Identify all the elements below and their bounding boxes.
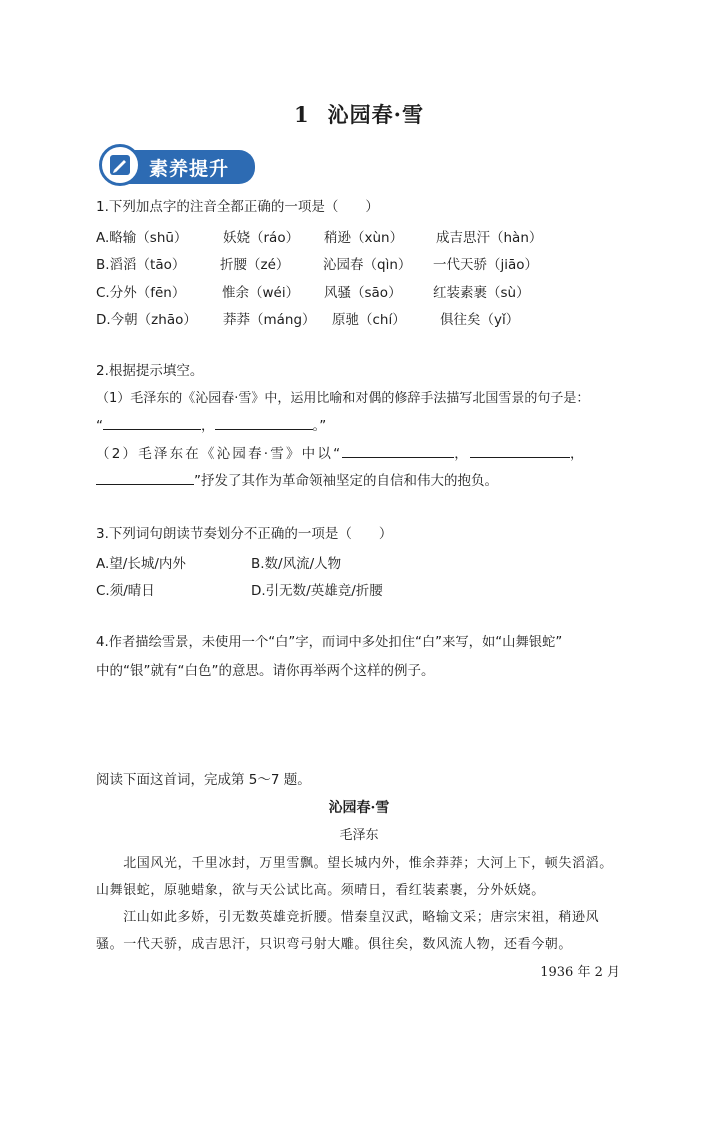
poem-date: 1936 年 2 月 — [540, 965, 620, 980]
lesson-title-text: 沁园春·雪 — [327, 102, 424, 127]
q1-option-b-word3: 沁园春（qìn） — [323, 257, 412, 273]
poem-line-4: 骚。一代天骄，成吉思汗，只识弯弓射大雕。俱往矣，数风流人物，还看今朝。 — [96, 937, 573, 952]
question-2-part2 — [96, 443, 586, 464]
q1-option-c-word4: 红装素裹（sù） — [433, 285, 530, 301]
q2-blank-5[interactable] — [96, 470, 194, 485]
q2-blank-1[interactable] — [103, 415, 201, 430]
question-1-stem: 1.下列加点字的注音全都正确的一项是（ ） — [96, 199, 379, 215]
poem-line-2: 山舞银蛇，原驰蜡象，欲与天公试比高。须晴日，看红装素裹，分外妖娆。 — [96, 883, 545, 898]
pencil-icon — [99, 144, 141, 186]
q1-option-a-word3: 稍逊（xùn） — [324, 230, 404, 246]
q1-option-b-word4: 一代天骄（jiāo） — [433, 257, 539, 273]
q2-part2-tail: ”抒发了其作为革命领袖坚定的自信和伟大的抱负。 — [194, 473, 498, 489]
reading-intro: 阅读下面这首词，完成第 5～7 题。 — [96, 772, 311, 788]
q1-option-a: A.略输（shū） — [96, 230, 188, 246]
q3-option-a: A.望/长城/内外 — [96, 556, 186, 572]
lesson-title — [0, 99, 718, 129]
question-2-part2-line2 — [96, 470, 498, 491]
q2-blank-4[interactable] — [470, 443, 570, 458]
lesson-number: 1 — [294, 102, 310, 127]
q1-option-d-word4: 俱往矣（yǐ） — [440, 312, 520, 328]
q1-option-c-word3: 风骚（sāo） — [324, 285, 402, 301]
question-4-line2: 中的“银”就有“白色”的意思。请你再举两个这样的例子。 — [96, 663, 435, 679]
q1-option-d-word3: 原驰（chí） — [332, 312, 406, 328]
q3-option-b: B.数/风流/人物 — [251, 556, 342, 572]
q1-option-d: D.今朝（zhāo） — [96, 312, 197, 328]
section-badge — [99, 144, 257, 186]
q2-blank-2[interactable] — [215, 415, 313, 430]
poem-line-1: 北国风光，千里冰封，万里雪飘。望长城内外，惟余莽莽；大河上下，顿失滔滔。 — [96, 856, 613, 871]
poem-title: 沁园春·雪 — [328, 800, 390, 816]
q3-option-d: D.引无数/英雄竞/折腰 — [251, 583, 383, 599]
q2-blank-3[interactable] — [342, 443, 454, 458]
q2-part2-comma2: ， — [569, 446, 586, 462]
q1-option-a-word4: 成吉思汗（hàn） — [436, 230, 543, 246]
poem-author: 毛泽东 — [339, 828, 379, 843]
question-2-part1-blanks — [96, 415, 326, 436]
q3-option-c: C.须/晴日 — [96, 583, 155, 599]
q1-option-b-word2: 折腰（zé） — [220, 257, 290, 273]
q2-open-quote: “ — [96, 418, 103, 434]
q1-option-a-word2: 妖娆（ráo） — [223, 230, 300, 246]
question-2-part1: （1）毛泽东的《沁园春·雪》中，运用比喻和对偶的修辞手法描写北国雪景的句子是： — [96, 391, 590, 406]
question-3-stem: 3.下列词句朗读节奏划分不正确的一项是（ ） — [96, 526, 393, 542]
q1-option-d-word2: 莽莽（máng） — [223, 312, 316, 328]
q1-option-c-word2: 惟余（wéi） — [222, 285, 300, 301]
poem-line-3: 江山如此多娇，引无数英雄竞折腰。惜秦皇汉武，略输文采；唐宗宋祖，稍逊风 — [96, 910, 600, 925]
q2-close-quote: 。” — [312, 418, 327, 434]
q2-part2-text: （2）毛泽东在《沁园春·雪》中以“ — [96, 446, 343, 462]
question-2-stem: 2.根据提示填空。 — [96, 363, 204, 379]
question-4-line1: 4.作者描绘雪景，未使用一个“白”字，而词中多处扣住“白”来写，如“山舞银蛇” — [96, 635, 563, 650]
q2-comma: ， — [201, 418, 215, 434]
q1-option-b: B.滔滔（tāo） — [96, 257, 186, 273]
badge-label: 素养提升 — [149, 158, 230, 180]
q2-part2-comma1: ， — [454, 446, 470, 462]
q1-option-c: C.分外（fēn） — [96, 285, 186, 301]
